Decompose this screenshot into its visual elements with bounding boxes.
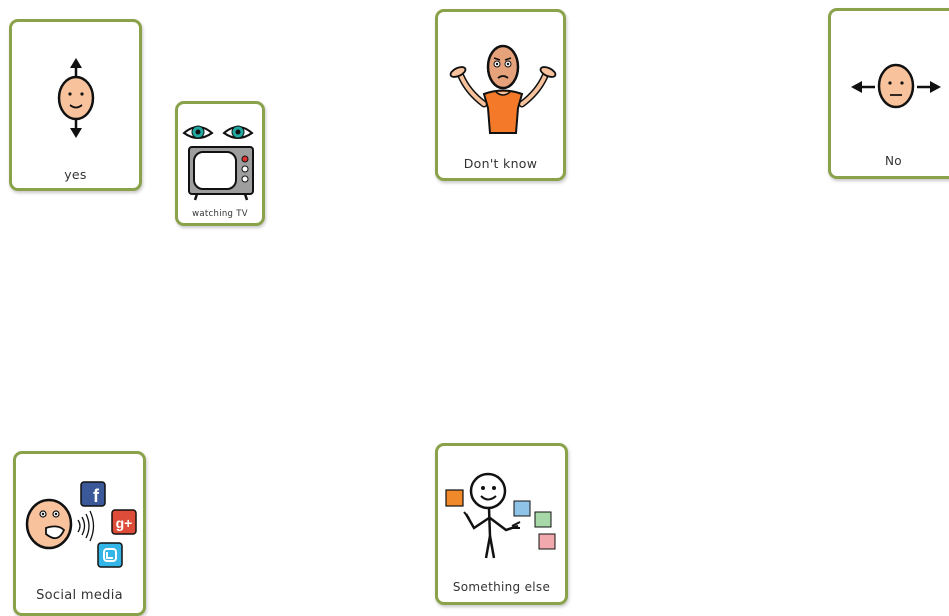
card-label-dont-know: Don't know [463, 156, 538, 171]
symbol-card-something-else[interactable] [435, 443, 568, 605]
facebook-icon [81, 482, 105, 506]
symbol-card-dont-know[interactable] [435, 9, 566, 181]
card-label-no: No [885, 154, 902, 168]
twitter-icon [98, 543, 122, 567]
symbol-card-yes[interactable] [9, 19, 142, 191]
svg-text:g+: g+ [115, 515, 133, 531]
google-plus-icon [112, 510, 136, 534]
svg-text:f: f [93, 486, 99, 506]
card-label-watching-tv: watching TV [192, 209, 248, 219]
symbol-card-social-media[interactable] [13, 451, 146, 616]
symbol-card-watching-tv[interactable] [175, 101, 265, 226]
nodding-face-icon [12, 22, 142, 191]
card-label-yes: yes [64, 167, 87, 182]
symbol-card-no[interactable] [828, 8, 949, 179]
card-label-something-else: Something else [452, 580, 551, 594]
eyes-and-television-icon [178, 104, 265, 226]
card-label-social-media: Social media [36, 588, 123, 603]
